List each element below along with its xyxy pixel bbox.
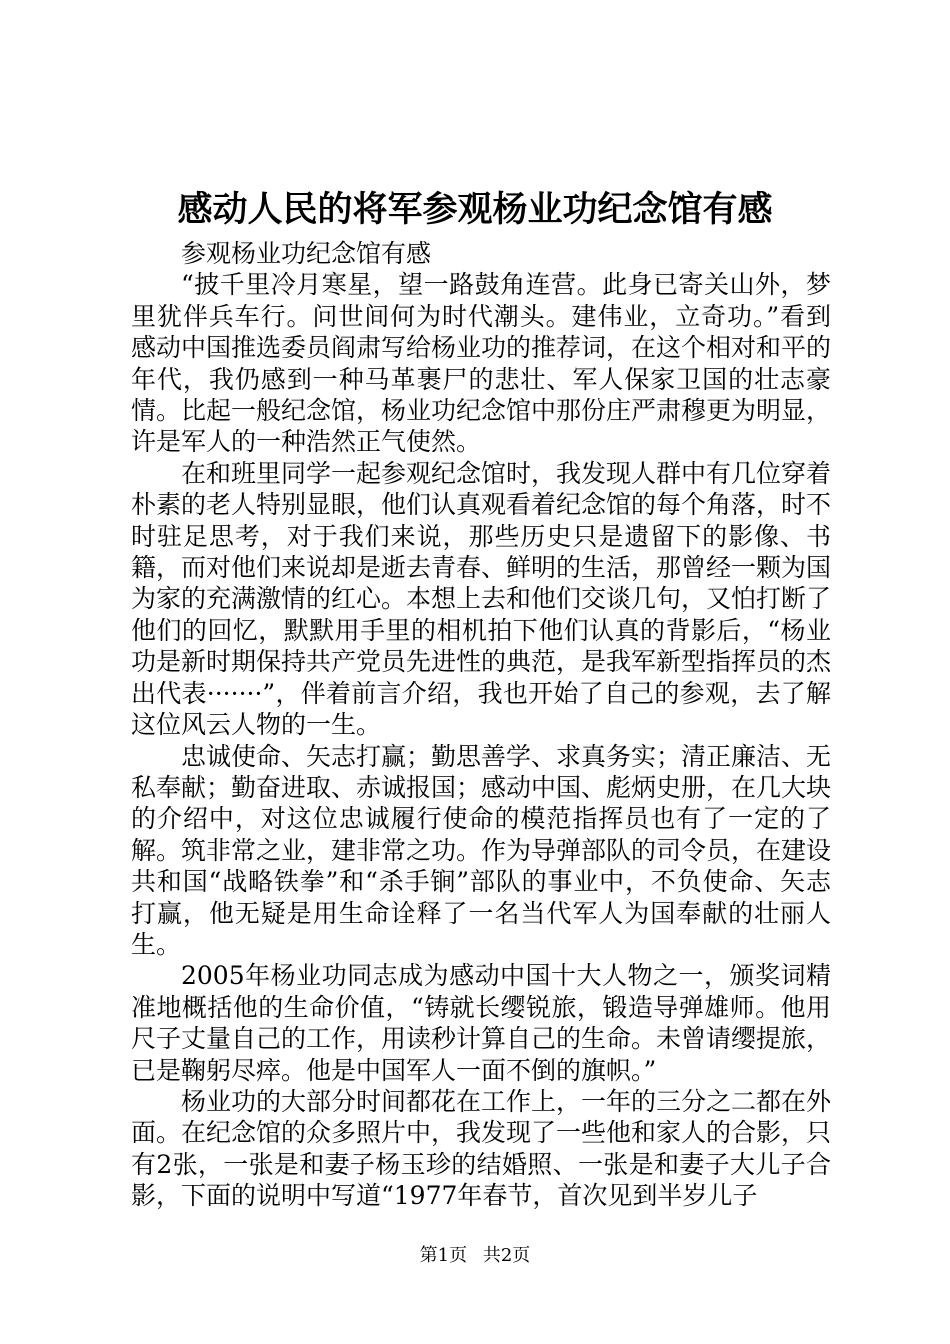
paragraph: “披千里冷月寒星，望一路鼓角连营。此身已寄关山外，梦里犹伴兵车行。问世间何为时代潮头。建伟业，立奇功。”看到感动中国推选委员阎肃写给杨业功的推荐词，在这个相对和平的年代，我仍感到一种马革裹尸的悲壮、军人保家卫国的壮志豪情。比起一般纪念馆，杨业功纪念馆中那份庄严肃穆更为明显，许是军人的一种浩然正气使然。	[131, 270, 832, 457]
paragraph: 2005年杨业功同志成为感动中国十大人物之一，颁奖词精准地概括他的生命价值，“铸就长缨锐旅，锻造导弹雄师。他用尺子丈量自己的工作，用读秒计算自己的生命。未曾请缨提旅，已是鞠躬尽瘁。他是中国军人一面不倒的旗帜。”	[131, 961, 832, 1085]
page-total: 共2页	[482, 1245, 531, 1266]
paragraph: 在和班里同学一起参观纪念馆时，我发现人群中有几位穿着朴素的老人特别显眼，他们认真观看着纪念馆的每个角落，时不时驻足思考，对于我们来说，那些历史只是遗留下的影像、书籍，而对他们来说却是逝去青春、鲜明的生活，那曾经一颗为国为家的充满激情的红心。本想上去和他们交谈几句，又怕打断了他们的回忆，默默用手里的相机拍下他们认真的背影后，“杨业功是新时期保持共产党员先进性的典范，是我军新型指挥员的杰出代表·······”，伴着前言介绍，我也开始了自己的参观，去了解这位风云人物的一生。	[131, 458, 832, 740]
document-body	[131, 238, 831, 1212]
subtitle-paragraph: 参观杨业功纪念馆有感	[181, 239, 432, 268]
document-title: 感动人民的将军参观杨业功纪念馆有感	[177, 189, 773, 230]
paragraph: 忠诚使命、矢志打赢；勤思善学、求真务实；清正廉洁、无私奉献；勤奋进取、赤诚报国；感动中国、彪炳史册，在几大块的介绍中，对这位忠诚履行使命的模范指挥员也有了一定的了解。筑非常之业，建非常之功。作为导弹部队的司令员，在建设共和国“战略铁拳”和“杀手锏”部队的事业中，不负使命、矢志打赢，他无疑是用生命诠释了一名当代军人为国奉献的壮丽人生。	[131, 741, 832, 959]
paragraph: 杨业功的大部分时间都花在工作上，一年的三分之二都在外面。在纪念馆的众多照片中，我发现了一些他和家人的合影，只有2张，一张是和妻子杨玉珍的结婚照、一张是和妻子大儿子合影，下面的说明中写道“1977年春节，首次见到半岁儿子	[131, 1086, 832, 1211]
page-number: 第1页	[419, 1245, 468, 1266]
page-footer	[0, 1244, 950, 1268]
